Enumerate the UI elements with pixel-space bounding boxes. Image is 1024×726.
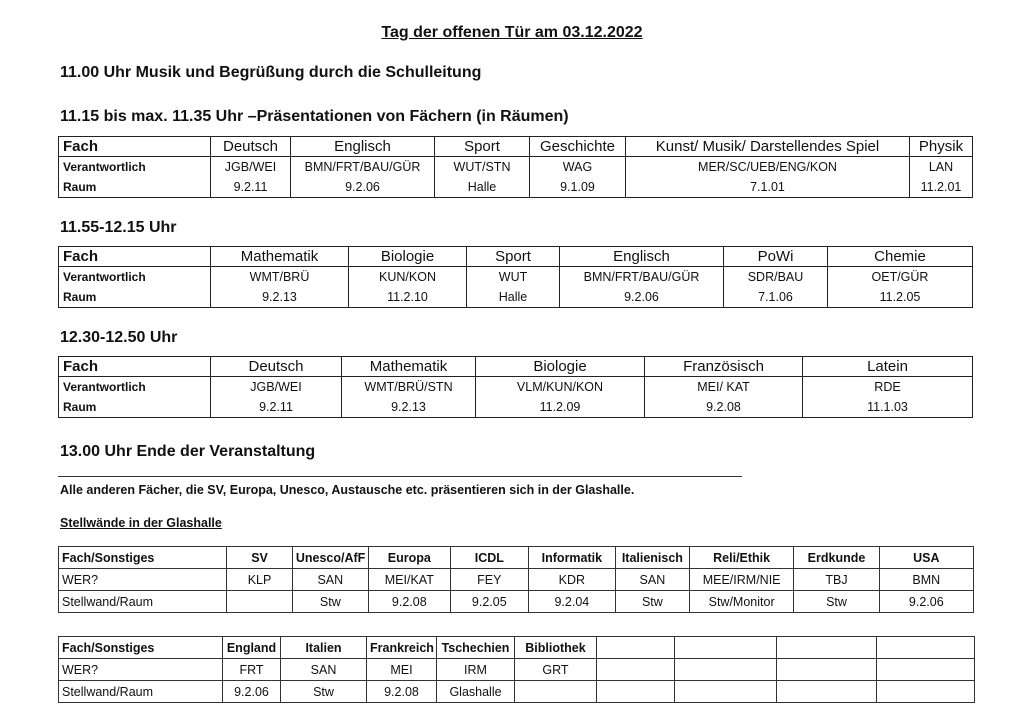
wall-header-cell xyxy=(877,637,975,659)
responsible-cell: LAN xyxy=(910,157,973,178)
subject-cell: PoWi xyxy=(724,247,828,267)
verantwortlich-label: Verantwortlich xyxy=(59,157,211,178)
subject-cell: Deutsch xyxy=(211,357,342,377)
responsible-cell: WMT/BRÜ/STN xyxy=(342,377,476,398)
room-cell: 9.2.13 xyxy=(342,397,476,418)
wall-header-cell: Europa xyxy=(368,547,450,569)
responsible-cell: VLM/KUN/KON xyxy=(476,377,645,398)
section-presentations-heading: 11.15 bis max. 11.35 Uhr –Präsentationen von Fächern (in Räumen) xyxy=(60,108,569,125)
responsible-cell: BMN/FRT/BAU/GÜR xyxy=(560,267,724,288)
room-cell: 11.2.01 xyxy=(910,177,973,198)
wall-place-cell: 9.2.04 xyxy=(528,591,615,613)
wall-place-cell xyxy=(597,681,675,703)
wall-place-cell xyxy=(675,681,777,703)
wall-place-cell: 9.2.05 xyxy=(450,591,528,613)
schedule-table-1 xyxy=(58,136,973,198)
raum-label: Raum xyxy=(59,397,211,418)
stellwand-label: Stellwand/Raum xyxy=(59,591,227,613)
room-cell: 9.2.11 xyxy=(211,177,291,198)
divider-line xyxy=(58,476,742,477)
wall-header-cell xyxy=(597,637,675,659)
subject-cell: Mathematik xyxy=(342,357,476,377)
wall-who-cell: FEY xyxy=(450,569,528,591)
raum-label: Raum xyxy=(59,177,211,198)
section-welcome-heading: 11.00 Uhr Musik und Begrüßung durch die Schulleitung xyxy=(60,64,482,81)
stellwand-label: Stellwand/Raum xyxy=(59,681,223,703)
fach-sonstiges-label: Fach/Sonstiges xyxy=(59,547,227,569)
room-cell: 9.2.11 xyxy=(211,397,342,418)
responsible-cell: WMT/BRÜ xyxy=(211,267,349,288)
wall-header-cell: Bibliothek xyxy=(515,637,597,659)
wall-who-cell: BMN xyxy=(879,569,973,591)
wall-who-cell: GRT xyxy=(515,659,597,681)
room-cell: Halle xyxy=(467,287,560,308)
subject-cell: Latein xyxy=(803,357,973,377)
wall-place-cell: Stw xyxy=(292,591,368,613)
wall-header-cell: Informatik xyxy=(528,547,615,569)
subject-cell: Sport xyxy=(467,247,560,267)
glashalle-note: Alle anderen Fächer, die SV, Europa, Unesco, Austausche etc. präsentieren sich in der Glashalle. xyxy=(60,483,635,497)
room-cell: 11.2.05 xyxy=(828,287,973,308)
walls-heading: Stellwände in der Glashalle xyxy=(60,516,222,530)
wall-place-cell: Stw xyxy=(615,591,689,613)
walls-table-1 xyxy=(58,546,974,613)
wall-place-cell xyxy=(227,591,293,613)
subject-cell: Physik xyxy=(910,137,973,157)
wall-place-cell: 9.2.06 xyxy=(223,681,281,703)
subject-cell: Englisch xyxy=(291,137,435,157)
wall-who-cell xyxy=(877,659,975,681)
wall-place-cell: 9.2.08 xyxy=(367,681,437,703)
fach-label: Fach xyxy=(59,137,211,157)
wall-header-cell: Italien xyxy=(281,637,367,659)
wall-who-cell: SAN xyxy=(292,569,368,591)
responsible-cell: JGB/WEI xyxy=(211,157,291,178)
wall-header-cell xyxy=(777,637,877,659)
responsible-cell: KUN/KON xyxy=(349,267,467,288)
wall-who-cell: KLP xyxy=(227,569,293,591)
room-cell: 11.2.09 xyxy=(476,397,645,418)
fach-sonstiges-label: Fach/Sonstiges xyxy=(59,637,223,659)
room-cell: 7.1.06 xyxy=(724,287,828,308)
wall-who-cell: IRM xyxy=(437,659,515,681)
wall-who-cell: SAN xyxy=(281,659,367,681)
wer-label: WER? xyxy=(59,569,227,591)
wall-place-cell xyxy=(515,681,597,703)
wall-header-cell: Unesco/AfF xyxy=(292,547,368,569)
wall-who-cell xyxy=(597,659,675,681)
responsible-cell: JGB/WEI xyxy=(211,377,342,398)
subject-cell: Mathematik xyxy=(211,247,349,267)
wall-place-cell: 9.2.06 xyxy=(879,591,973,613)
wall-place-cell: Stw/Monitor xyxy=(689,591,794,613)
wall-who-cell: KDR xyxy=(528,569,615,591)
page-title-text: Tag der offenen Tür am 03.12.2022 xyxy=(381,24,643,41)
wall-who-cell: SAN xyxy=(615,569,689,591)
responsible-cell: WUT/STN xyxy=(435,157,530,178)
wall-header-cell: ICDL xyxy=(450,547,528,569)
wall-who-cell xyxy=(675,659,777,681)
responsible-cell: WAG xyxy=(530,157,626,178)
wall-place-cell: Stw xyxy=(794,591,879,613)
responsible-cell: OET/GÜR xyxy=(828,267,973,288)
room-cell: 11.1.03 xyxy=(803,397,973,418)
wall-header-cell: Italienisch xyxy=(615,547,689,569)
responsible-cell: RDE xyxy=(803,377,973,398)
responsible-cell: MEI/ KAT xyxy=(645,377,803,398)
subject-cell: Englisch xyxy=(560,247,724,267)
wall-place-cell: Stw xyxy=(281,681,367,703)
section-end-heading: 13.00 Uhr Ende der Veranstaltung xyxy=(60,443,316,460)
wall-who-cell: MEI xyxy=(367,659,437,681)
schedule-table-2 xyxy=(58,246,973,308)
responsible-cell: WUT xyxy=(467,267,560,288)
page-title xyxy=(0,24,1024,42)
subject-cell: Geschichte xyxy=(530,137,626,157)
schedule-table-3 xyxy=(58,356,973,418)
verantwortlich-label: Verantwortlich xyxy=(59,267,211,288)
section-slot3-heading: 12.30-12.50 Uhr xyxy=(60,329,178,346)
wall-place-cell xyxy=(777,681,877,703)
subject-cell: Sport xyxy=(435,137,530,157)
verantwortlich-label: Verantwortlich xyxy=(59,377,211,398)
subject-cell: Kunst/ Musik/ Darstellendes Spiel xyxy=(626,137,910,157)
responsible-cell: BMN/FRT/BAU/GÜR xyxy=(291,157,435,178)
wall-place-cell: Glashalle xyxy=(437,681,515,703)
subject-cell: Französisch xyxy=(645,357,803,377)
wall-header-cell: USA xyxy=(879,547,973,569)
fach-label: Fach xyxy=(59,247,211,267)
responsible-cell: MER/SC/UEB/ENG/KON xyxy=(626,157,910,178)
wall-who-cell: MEE/IRM/NIE xyxy=(689,569,794,591)
wall-who-cell: FRT xyxy=(223,659,281,681)
subject-cell: Deutsch xyxy=(211,137,291,157)
wall-who-cell: TBJ xyxy=(794,569,879,591)
room-cell: 9.2.08 xyxy=(645,397,803,418)
room-cell: 9.1.09 xyxy=(530,177,626,198)
subject-cell: Biologie xyxy=(349,247,467,267)
room-cell: 9.2.06 xyxy=(291,177,435,198)
room-cell: 7.1.01 xyxy=(626,177,910,198)
subject-cell: Chemie xyxy=(828,247,973,267)
wall-header-cell: England xyxy=(223,637,281,659)
room-cell: 9.2.06 xyxy=(560,287,724,308)
wall-header-cell: Erdkunde xyxy=(794,547,879,569)
wer-label: WER? xyxy=(59,659,223,681)
room-cell: 9.2.13 xyxy=(211,287,349,308)
responsible-cell: SDR/BAU xyxy=(724,267,828,288)
wall-who-cell xyxy=(777,659,877,681)
wall-header-cell: Tschechien xyxy=(437,637,515,659)
walls-table-2 xyxy=(58,636,975,703)
section-slot2-heading: 11.55-12.15 Uhr xyxy=(60,219,177,236)
wall-header-cell: Reli/Ethik xyxy=(689,547,794,569)
room-cell: 11.2.10 xyxy=(349,287,467,308)
wall-who-cell: MEI/KAT xyxy=(368,569,450,591)
wall-place-cell xyxy=(877,681,975,703)
wall-place-cell: 9.2.08 xyxy=(368,591,450,613)
subject-cell: Biologie xyxy=(476,357,645,377)
raum-label: Raum xyxy=(59,287,211,308)
wall-header-cell: Frankreich xyxy=(367,637,437,659)
fach-label: Fach xyxy=(59,357,211,377)
room-cell: Halle xyxy=(435,177,530,198)
wall-header-cell: SV xyxy=(227,547,293,569)
wall-header-cell xyxy=(675,637,777,659)
